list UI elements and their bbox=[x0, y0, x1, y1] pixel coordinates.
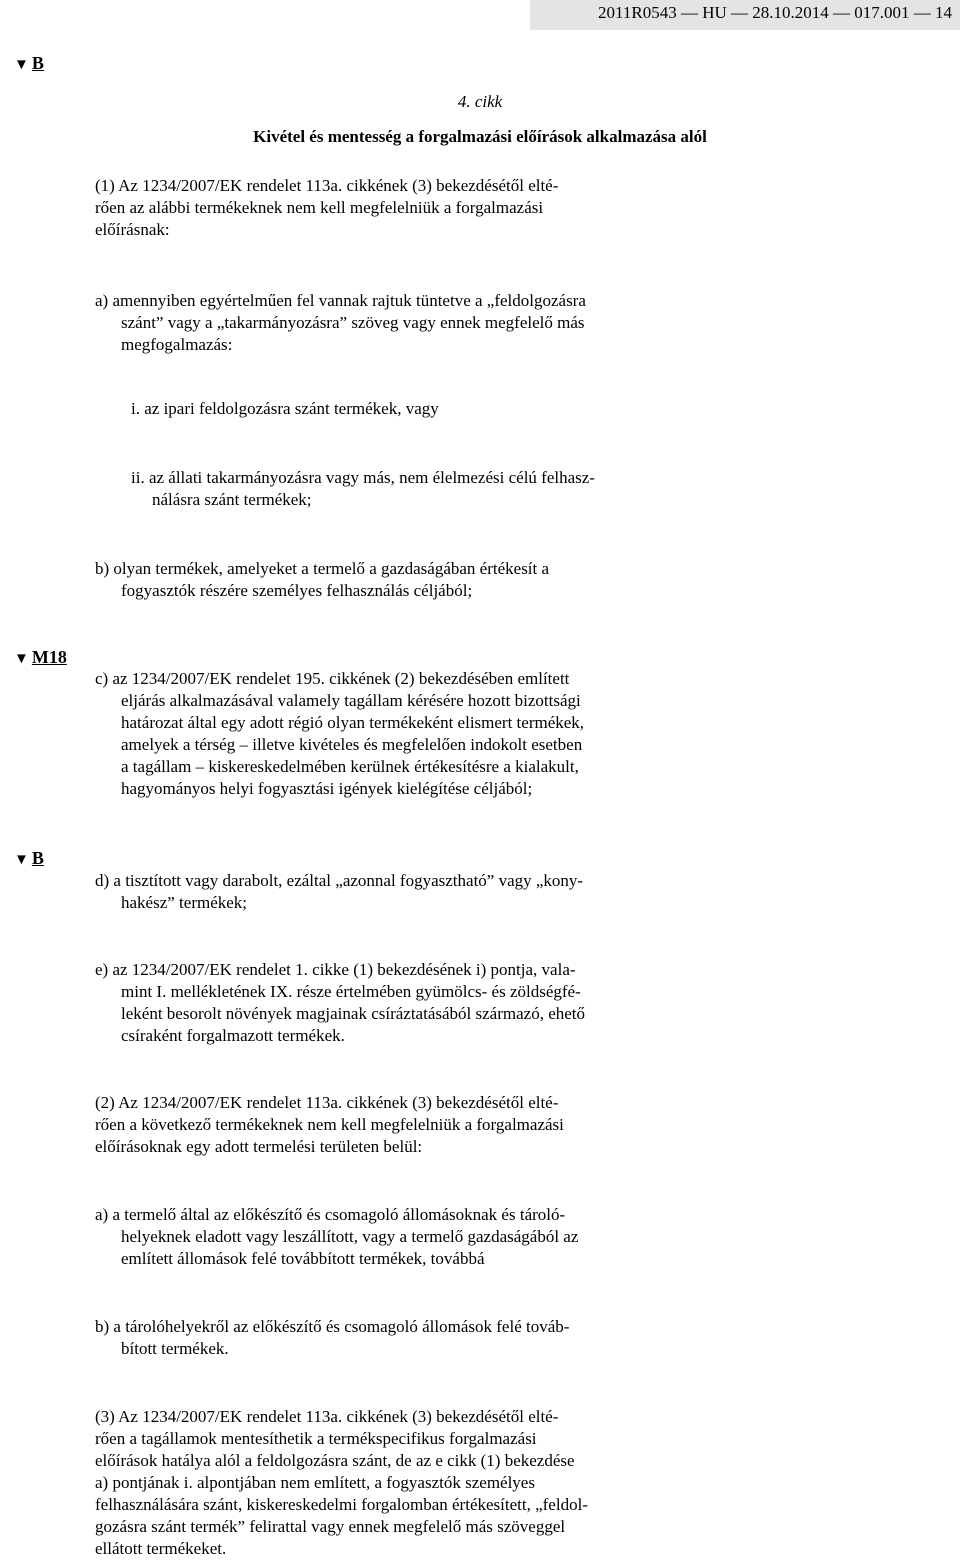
article-number: 4. cikk bbox=[457, 92, 503, 111]
amendment-marker-b: ▼ B bbox=[14, 848, 44, 868]
paragraph-1-point-c: c) az 1234/2007/EK rendelet 195. cikkének (2) bekezdésében említett eljárás alkalmazásával valamely tagállam kérésére hozott bizottsági határozat által egy adott régió olyan termékeként elismert termékek, amelyek a térség – illetve kivételes és megfelelően indokolt esetben a tagállam – kiskereskedelmében kerülnek értékesítésre a kialakult, hagyományos helyi fogyasztási igények kielégítése céljából; bbox=[95, 669, 585, 798]
paragraph-2: (2) Az 1234/2007/EK rendelet 113a. cikkének (3) bekezdésétől elté- rően a következő termékeknek nem kell megfelelniük a forgalmazási előírásoknak egy adott termelési területen belül: bbox=[95, 1093, 564, 1156]
paragraph-3: (3) Az 1234/2007/EK rendelet 113a. cikkének (3) bekezdésétől elté- rően a tagállamok mentesíthetik a termékspecifikus forgalmazási előírások hatálya alól a feldolgozásra szánt, de az e cikk (1) bekezdése a) pontjának i. alpontjában nem említett, a fogyasztók személyes felhasználására szánt, kiskereskedelmi forgalomban értékesített, „feldol- gozásra szánt termék” felirattal vagy ennek megfelelő más szöveggel ellátott termékeket. bbox=[95, 1407, 588, 1558]
header-text: 2011R0543 — HU — 28.10.2014 — 017.001 — 14 bbox=[597, 3, 952, 22]
triangle-down-icon: ▼ bbox=[14, 852, 29, 868]
triangle-down-icon: ▼ bbox=[14, 651, 29, 667]
paragraph-1-point-a-ii: ii. az állati takarmányozásra vagy más, nem élelmezési célú felhasz- nálásra szánt termékek; bbox=[131, 468, 595, 509]
paragraph-2-point-a: a) a termelő által az előkészítő és csomagoló állomásoknak és tároló- helyeknek eladott vagy leszállított, vagy a termelő gazdaságából az említett állomások felé továbbított termékek, továbbá bbox=[95, 1205, 579, 1268]
triangle-down-icon: ▼ bbox=[14, 57, 29, 73]
article-title: Kivétel és mentesség a forgalmazási előírások alkalmazása alól bbox=[253, 127, 707, 146]
paragraph-1-point-d: d) a tisztított vagy darabolt, ezáltal „azonnal fogyasztható” vagy „kony- hakész” termékek; bbox=[95, 871, 584, 912]
paragraph-1-point-a: a) amennyiben egyértelműen fel vannak rajtuk tüntetve a „feldolgozásra szánt” vagy a „takarmányozásra” szöveg vagy ennek megfelelő más megfogalmazás: bbox=[95, 291, 586, 354]
paragraph-2-point-b: b) a tárolóhelyekről az előkészítő és csomagoló állomások felé továb- bított termékek. bbox=[95, 1317, 570, 1358]
page-header bbox=[530, 0, 960, 30]
paragraph-1-point-a-i: i. az ipari feldolgozásra szánt termékek, vagy bbox=[131, 399, 439, 418]
paragraph-1-point-b: b) olyan termékek, amelyeket a termelő a gazdaságában értékesít a fogyasztók részére személyes felhasználás céljából; bbox=[95, 559, 550, 600]
paragraph-1: (1) Az 1234/2007/EK rendelet 113a. cikkének (3) bekezdésétől elté- rően az alábbi termékeknek nem kell megfelelniük a forgalmazási előírásnak: bbox=[95, 176, 559, 239]
paragraph-1-point-e: e) az 1234/2007/EK rendelet 1. cikke (1) bekezdésének i) pontja, vala- mint I. mellékletének IX. része értelmében gyümölcs- és zöldségfé- leként besorolt növények magjainak csíráztatásából származó, ehető csíraként forgalmazott termékek. bbox=[95, 960, 586, 1045]
amendment-marker-b: ▼ B bbox=[14, 53, 44, 73]
amendment-marker-m18: ▼ M18 bbox=[14, 647, 67, 667]
